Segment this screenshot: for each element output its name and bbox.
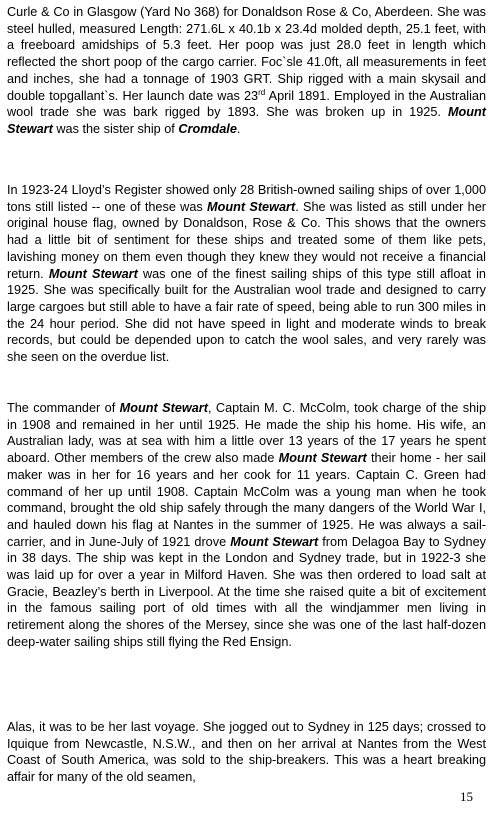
text-run: , Captain M. C. McColm, took charge of the ship in 1908 and remained in her until 1925. He made the ship his home. His wife, an Australian lady, was at sea with him a little over 13 years of the 17 years he spent aboard. Other members of the crew also made [7,401,487,466]
ship-name: Mount Stewart [278,451,367,466]
ordinal-superscript: rd [258,87,266,97]
paragraph-last-voyage [7,719,486,786]
page-number: 15 [460,789,473,804]
ship-name: Mount Stewart [230,534,319,549]
ship-name: Mount Stewart [119,401,208,415]
text-run: April 1891. Employed in the Australian wool trade she was bark rigged by 1893. She was broken up in 1925. [7,88,486,120]
text-run: Curle & Co in Glasgow (Yard No 368) for Donaldson Rose & Co, Aberdeen. She was steel hulled, measured Length: 271.6L x 40.1b x 23.4d molded depth, 25.1 feet, with a freeboard amidships of 5.3 feet. Her poop was just 28.0 feet in length which reflected the short poop of the cargo carrier. Foc`sle 41.0ft, all measurements in feet and inches, she had a tonnage of 1903 GRT. Ship rigged with a main skysail and double topgallant`s. Her launch date was 23 [7,5,486,103]
ship-name: Mount Stewart [207,199,296,214]
paragraph-lloyds-register [7,182,486,366]
paragraph-ship-specifications [7,4,486,138]
text-run: their home - her sail maker was in her for 16 years and her cook for 11 years. Captain C. Green had command of her up until 1908. Captain McColm was a young man when he took command, brought the old ship safely through the many dangers of the World War I, and hauled down his flag at Nantes in the summer of 1925. He was always a sail-carrier, and in June-July of 1921 drove [7,451,486,549]
ship-name: Mount Stewart [48,266,138,281]
text-run: Alas, it was to be her last voyage. She jogged out to Sydney in 125 days; crossed to Iquique from Newcastle, N.S.W., and then on her arrival at Nantes from the West Coast of South America, was sold to the ship-breakers. This was a heart breaking affair for many of the old seamen, [7,720,486,785]
text-run: In 1923-24 Lloyd’s Register showed only 28 British-owned sailing ships of over 1,000 tons still listed -- one of these was [7,183,486,214]
text-run: . [236,121,241,136]
ship-name: Cromdale [178,121,237,136]
text-run: was the sister ship of [52,121,179,136]
paragraph-commander [7,400,486,651]
text-run: from Delagoa Bay to Sydney in 38 days. The ship was kept in the London and Sydney trade, but in 1922-3 she was laid up for over a year in Milford Haven. She was then ordered to load salt at Gracie, Beazley’s berth in Liverpool. At the time she raised quite a bit of excitement in the famous sailing port of old times with all the windjammer men living in retirement along the shores of the Mersey, since she was one of the last half-dozen deep-water sailing ships still flying the Red Ensign. [7,534,487,649]
text-run: The commander of [7,401,120,415]
ship-name: Mount Stewart [7,105,486,136]
text-run: . She was listed as still under her original house flag, owned by Donaldson, Rose & Co. This shows that the owners had a little bit of sentiment for these ships and treated some of them like pets, lavishing money on them even though they knew they would not receive a financial return. [7,199,487,281]
text-run: was one of the finest sailing ships of this type still afloat in 1925. She was specifically built for the Australian wool trade and designed to carry large cargoes but still able to have a fair rate of speed, being able to run 300 miles in the 24 hour period. She did not have speed in light and moderate winds to break records, but could be depended upon to catch the wool sales, and very rarely was she seen on the overdue list. [7,266,486,365]
